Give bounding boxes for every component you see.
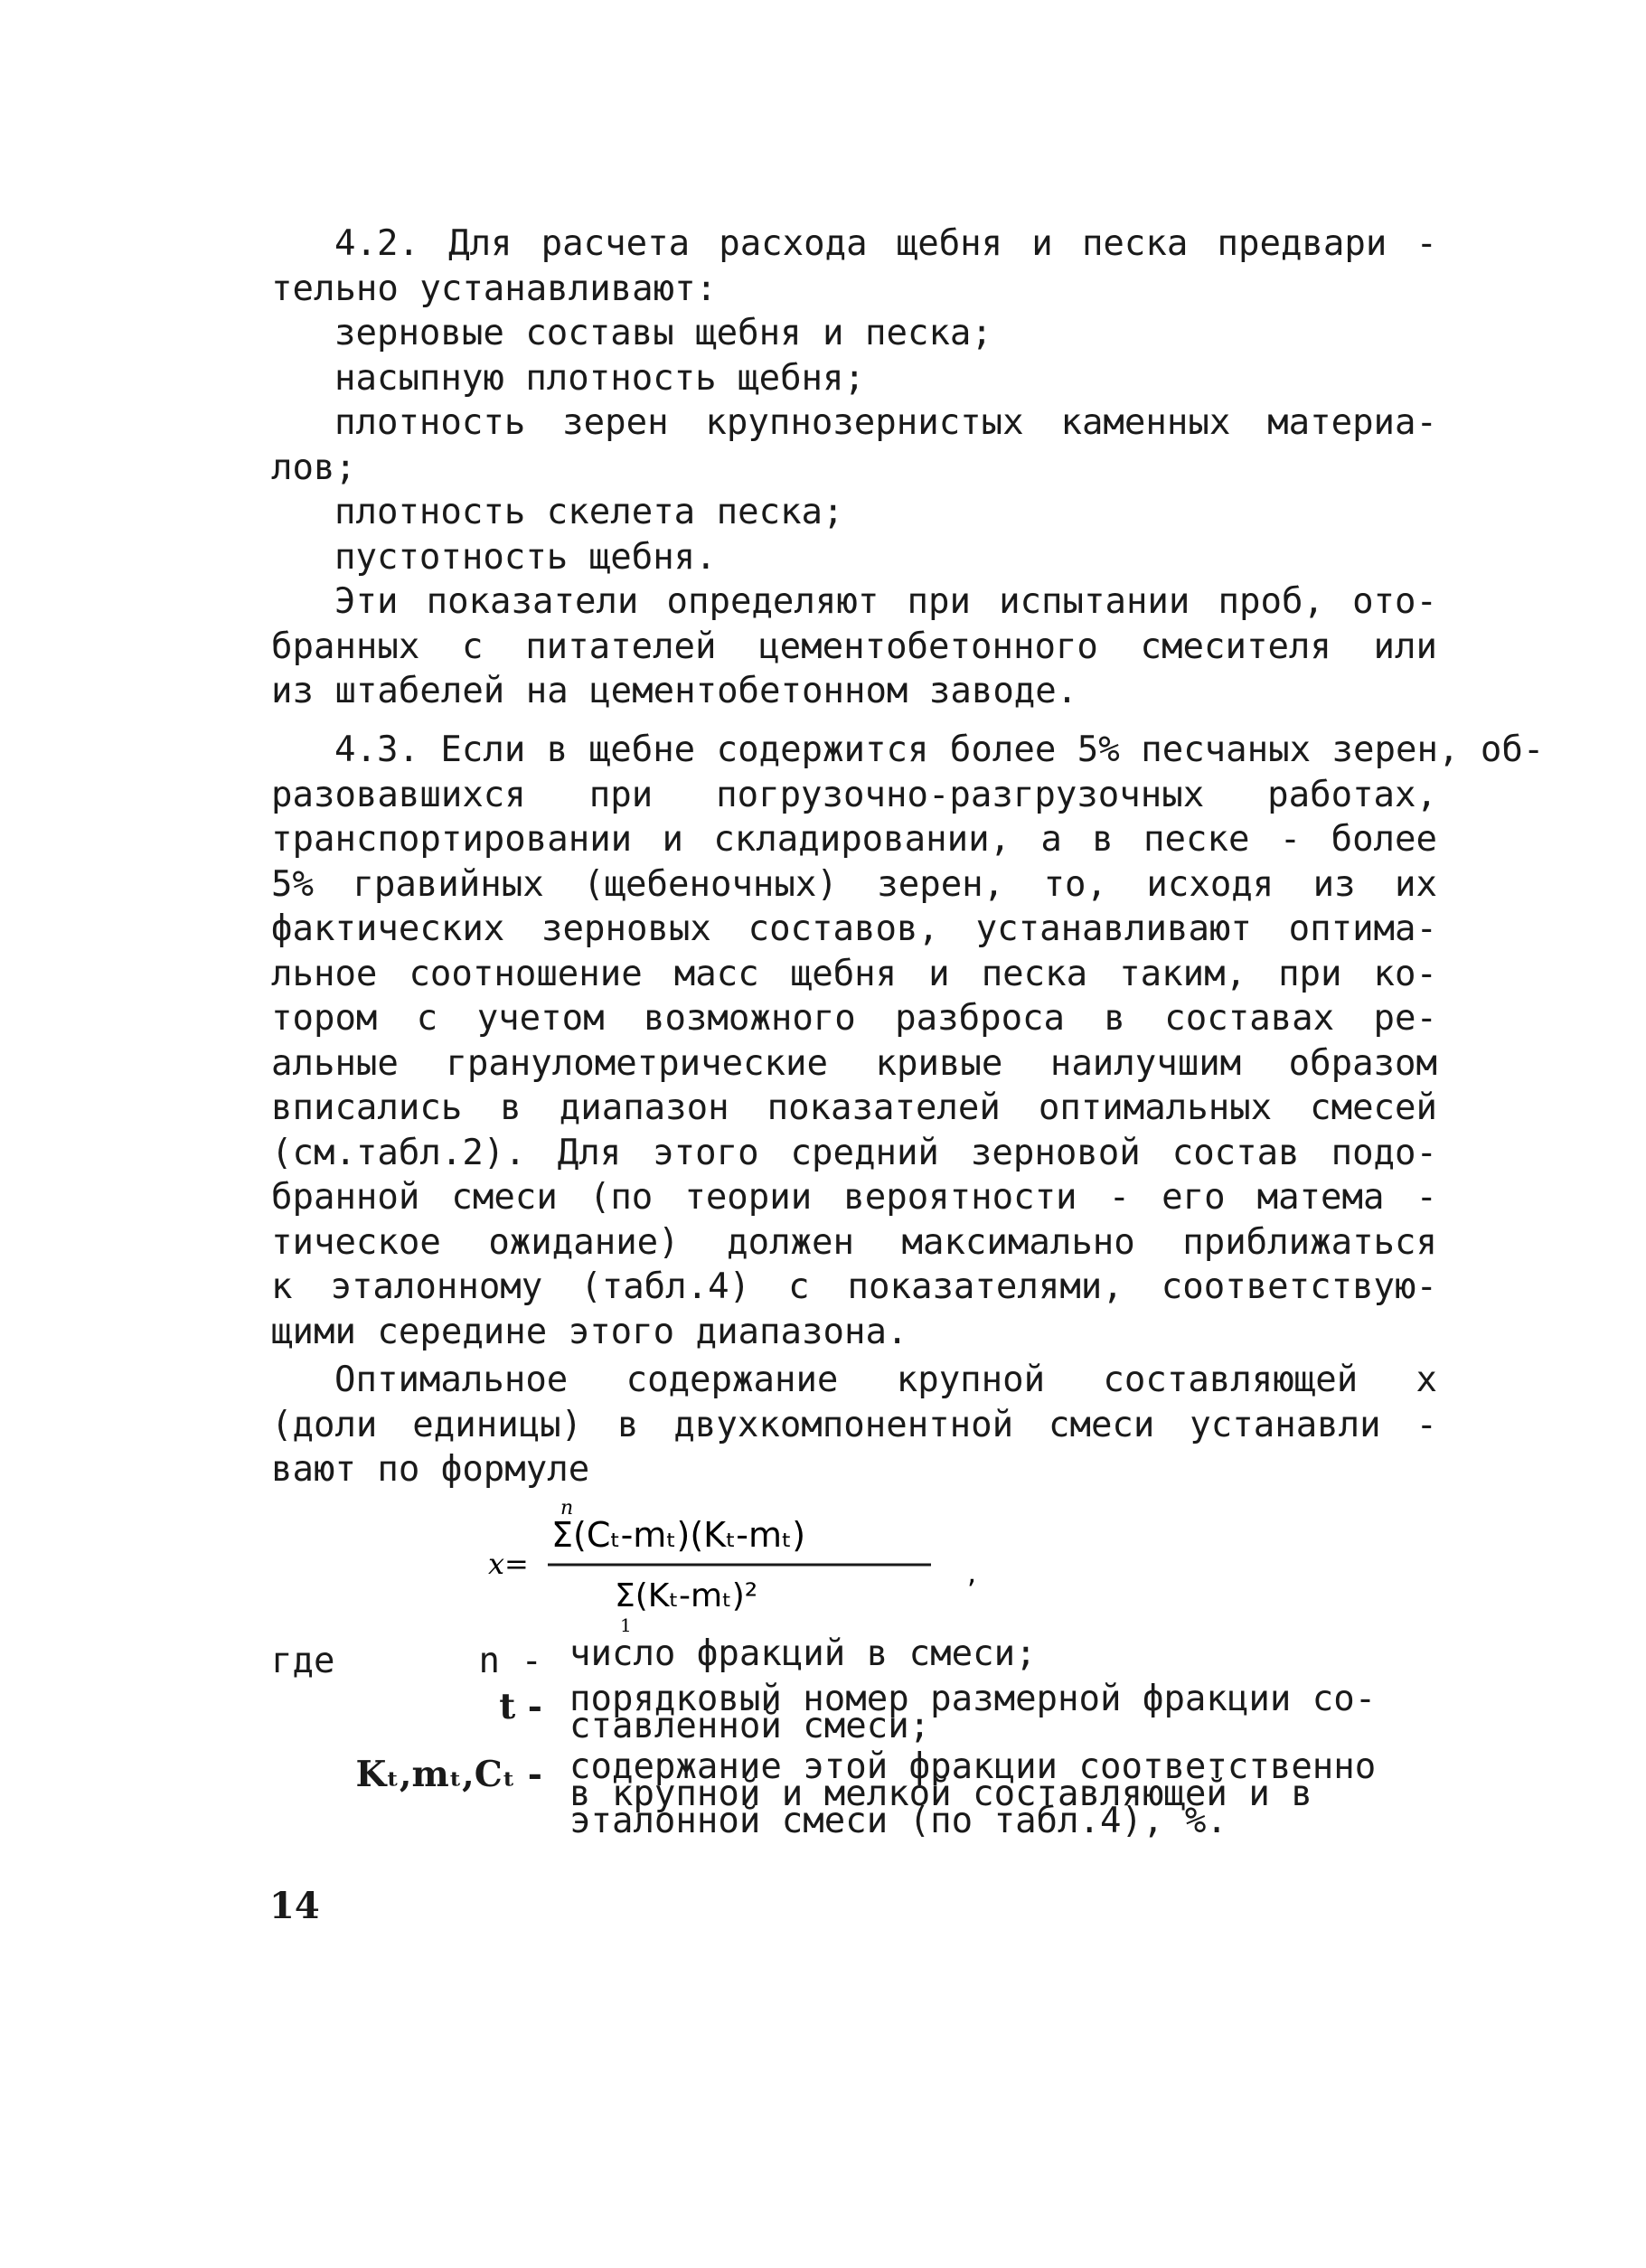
text-line: вписались в диапазон показателей оптимальных смесей xyxy=(271,1087,1437,1128)
text-line: 4.3. Если в щебне содержится более 5% песчаных зерен, об- xyxy=(334,729,1545,770)
definition-text: содержание этой фракции соответственно в крупной и мелкой составляющей и в эталонной смеси (по табл.4), %. xyxy=(569,1746,1377,1841)
formula-trailing-comma: , xyxy=(967,1556,977,1590)
text-line: тическое ожидание) должен максимально приближаться xyxy=(271,1221,1437,1263)
paragraph-4-2 xyxy=(271,221,1437,714)
definition-symbol: n - xyxy=(478,1641,542,1681)
text-line: тельно устанавливают: xyxy=(271,268,718,309)
text-line: Оптимальное содержание крупной составляющей x xyxy=(334,1360,1437,1400)
text-line: фактических зерновых составов, устанавливают оптима- xyxy=(271,908,1437,949)
formula-numerator: Σ(Cₜ-mₜ)(Kₜ-mₜ) xyxy=(551,1515,806,1555)
formula-denominator: Σ(Kₜ-mₜ)² xyxy=(615,1577,758,1614)
text-line: вают по формуле xyxy=(271,1449,590,1490)
text-line: Эти показатели определяют при испытании проб, ото- xyxy=(334,581,1437,622)
sum-lower-limit: 1 xyxy=(620,1614,632,1636)
definition-symbol: t - xyxy=(499,1686,542,1727)
text-line: (доли единицы) в двухкомпонентной смеси устанавли - xyxy=(271,1404,1437,1445)
text-line: (см.табл.2). Для этого средний зерновой состав подо- xyxy=(271,1132,1437,1173)
sum-upper-limit: n xyxy=(560,1497,574,1520)
text-line: 5% гравийных (щебеночных) зерен, то, исходя из их xyxy=(271,863,1437,905)
text-line: альные гранулометрические кривые наилучшим образом xyxy=(271,1042,1437,1084)
text-line: 4.2. Для расчета расхода щебня и песка предвари - xyxy=(334,223,1437,264)
where-label: где xyxy=(271,1641,335,1681)
text-line: из штабелей на цементобетонном заводе. xyxy=(271,671,1078,711)
text-line: насыпную плотность щебня; xyxy=(334,357,865,399)
text-line: разовавшихся при погрузочно-разгрузочных работах, xyxy=(271,774,1437,815)
text-line: плотность зерен крупнозернистых каменных материа- xyxy=(334,402,1437,443)
text-line: тором с учетом возможного разброса в составах ре- xyxy=(271,998,1437,1039)
text-line: бранной смеси (по теории вероятности - его матема - xyxy=(271,1177,1437,1218)
text-line: к эталонному (табл.4) с показателями, соответствую- xyxy=(271,1266,1437,1307)
text-line: льное соотношение масс щебня и песка таким, при ко- xyxy=(271,953,1437,994)
text-line: транспортировании и складировании, а в песке - более xyxy=(271,819,1437,860)
text-line: лов; xyxy=(271,447,356,488)
text-line: бранных с питателей цементобетонного смесителя или xyxy=(271,626,1437,667)
definition-symbol: Kₜ,mₜ,Cₜ - xyxy=(355,1754,542,1795)
text-line: щими середине этого диапазона. xyxy=(271,1311,908,1352)
text-line: пустотность щебня. xyxy=(334,536,717,578)
page-number: 14 xyxy=(269,1885,320,1927)
definition-text: порядковый номер размерной фракции со- ставленной смеси; xyxy=(569,1679,1377,1746)
formula xyxy=(488,1496,994,1641)
text-line: зерновые составы щебня и песка; xyxy=(334,313,992,353)
formula-lhs: x= xyxy=(488,1547,529,1581)
text-line: плотность скелета песка; xyxy=(334,492,844,532)
paragraph-formula-intro xyxy=(271,1358,1437,1492)
definition-text: число фракций в смеси; xyxy=(569,1633,1037,1674)
paragraph-4-3 xyxy=(271,728,1545,1354)
